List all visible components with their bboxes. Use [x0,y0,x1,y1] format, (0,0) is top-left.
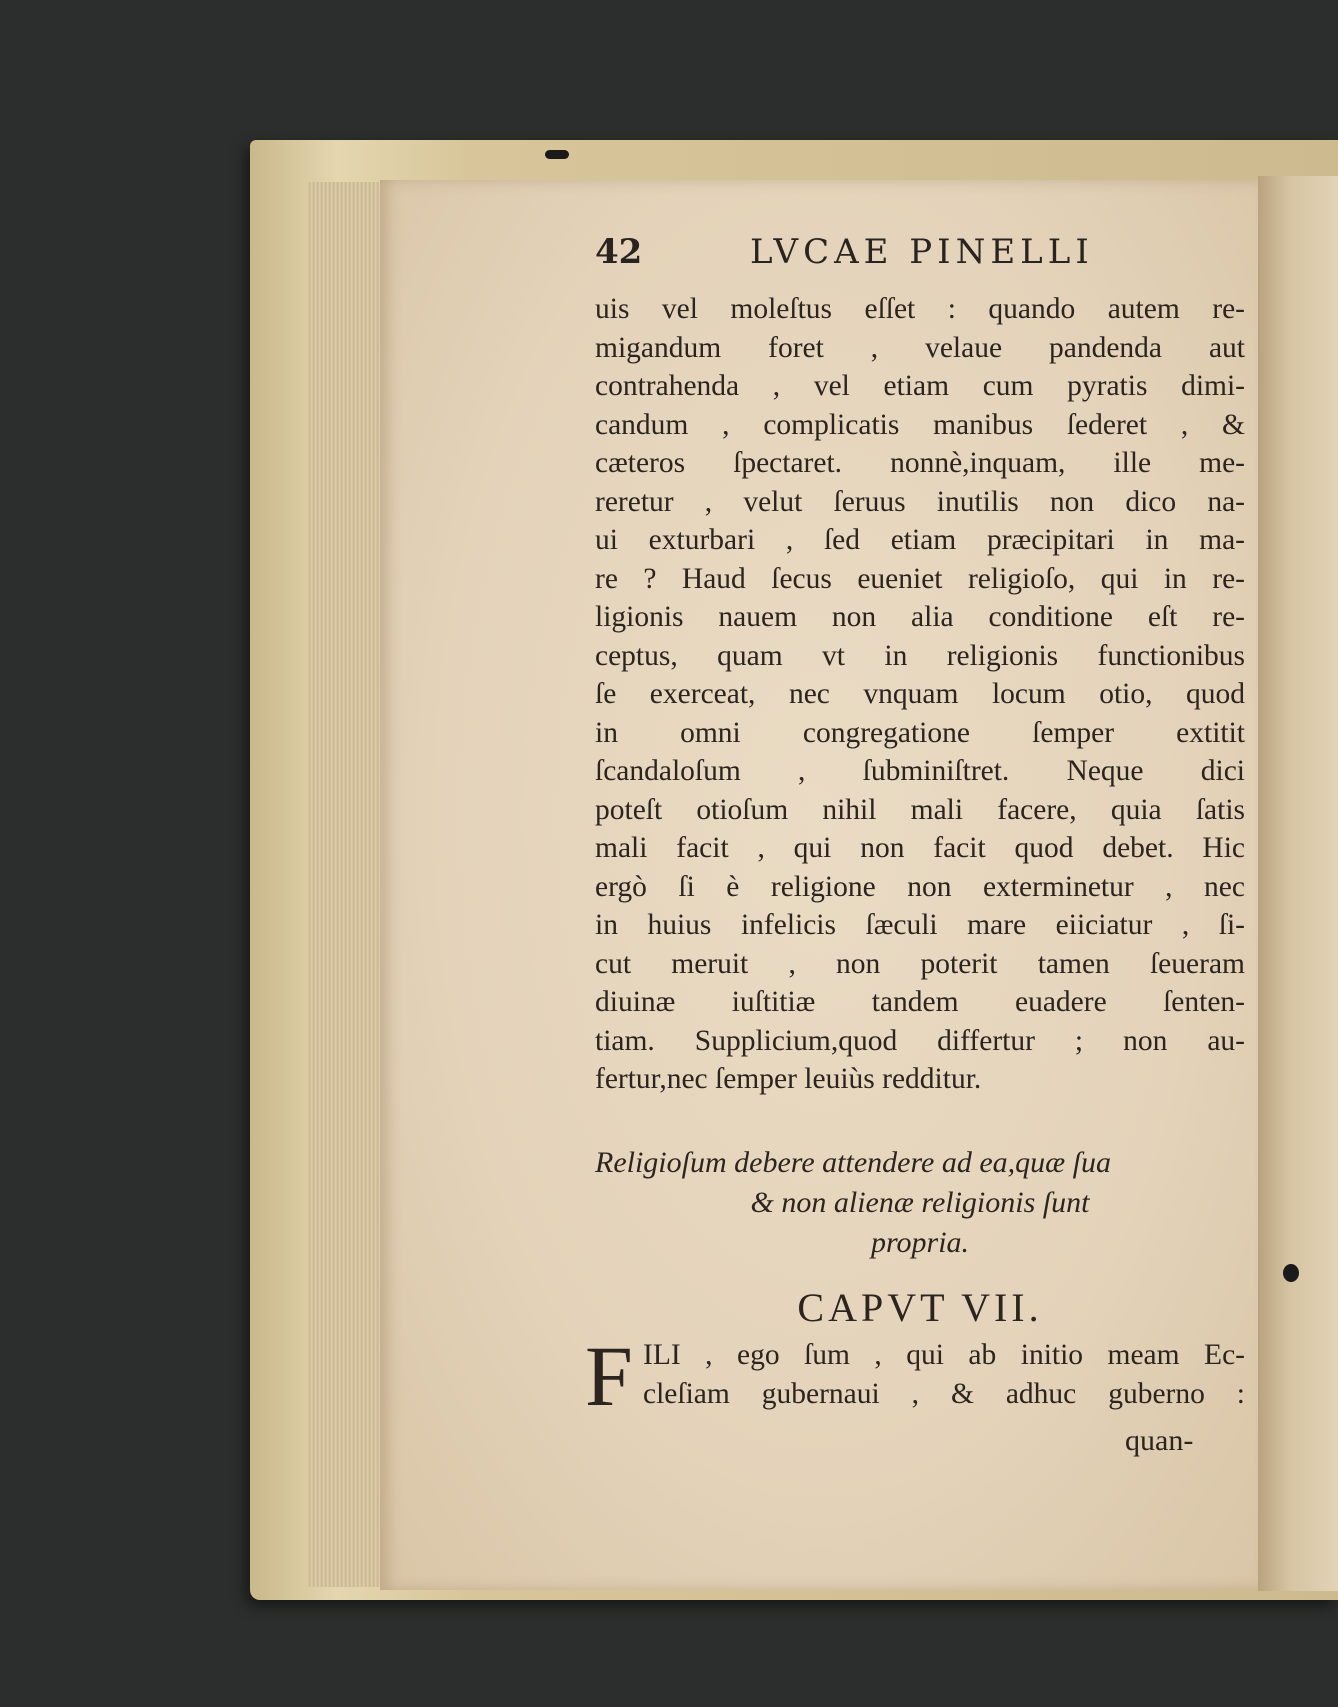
page-number: 42 [595,232,643,272]
text-line: uis vel moleſtus eſſet : quando autem re- [595,293,1245,325]
text-line: in huius infelicis ſæculi mare eiiciatur , ſi- [595,909,1245,941]
ink-speck [1283,1264,1299,1282]
heading-line: propria. [870,1226,970,1259]
chapter-title: CAPVT VII. [797,1285,1043,1330]
text-line: ui exturbari , ſed etiam præcipitari in ma- [595,524,1245,556]
text-line: ligionis nauem non alia conditione eſt re- [595,601,1245,633]
catchword: quan- [1125,1424,1194,1457]
heading-line: Religioſum debere attendere ad ea,quæ ſua [595,1146,1111,1179]
text-line: cæteros ſpectaret. nonnè,inquam, ille me- [595,447,1245,479]
page-edges [308,182,388,1587]
drop-cap: F [585,1328,633,1424]
text-line: candum , complicatis manibus ſederet , & [595,408,1245,441]
text-line: contrahenda , vel etiam cum pyratis dimi- [595,370,1245,402]
text-line: migandum foret , velaue pandenda aut [595,331,1245,364]
text-line: poteſt otioſum nihil mali facere, quia ſatis [595,793,1245,826]
text-line: ſcandaloſum , ſubminiſtret. Neque dici [595,755,1245,787]
text-line: ceptus, quam vt in religionis functionibus [595,639,1245,672]
text-line: mali facit , qui non facit quod debet. Hic [595,832,1245,864]
text-line: diuinæ iuſtitiæ tandem euadere ſenten- [595,986,1245,1018]
page-header [595,232,1245,276]
text-line: reretur , velut ſeruus inutilis non dico na- [595,485,1245,518]
body-text [595,290,1245,1099]
text-line: in omni congregatione ſemper extitit [595,716,1245,749]
text-line: cleſiam gubernaui , & adhuc guberno : [643,1377,1245,1410]
facing-page-gutter [1258,176,1338,1591]
section-heading [595,1143,1245,1263]
text-line: tiam. Supplicium,quod differtur ; non au- [595,1024,1245,1057]
text-line: cut meruit , non poterit tamen ſeueram [595,947,1245,980]
running-head: LVCAE PINELLI [750,232,1094,272]
text-line: fertur,nec ſemper leuiùs redditur. [595,1063,982,1095]
text-line: re ? Haud ſecus eueniet religioſo, qui in re- [595,562,1245,595]
opening-lines [643,1336,1245,1413]
heading-line: & non alienæ religionis ſunt [750,1186,1090,1219]
ink-speck [545,150,569,159]
text-line: ſe exerceat, nec vnquam locum otio, quod [595,678,1245,710]
text-line: ergò ſi è religione non exterminetur , nec [595,870,1245,903]
text-line: ILI , ego ſum , qui ab initio meam Ec- [643,1339,1245,1371]
